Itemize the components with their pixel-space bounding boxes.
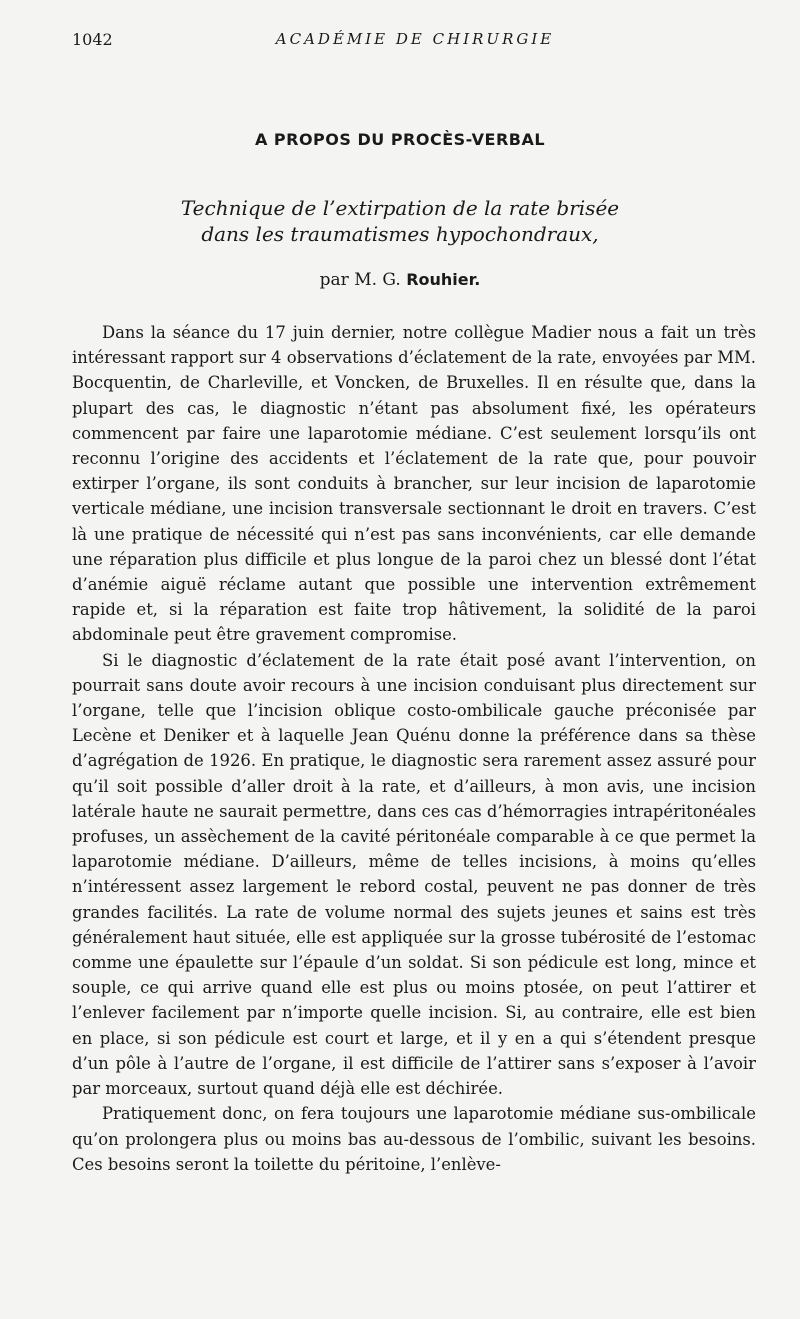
article-body bbox=[72, 320, 756, 1177]
running-header bbox=[72, 30, 758, 54]
paragraph: Dans la séance du 17 juin dernier, notre collègue Madier nous a fait un très intéressant rapport sur 4 observations d’éclatement de la rate, envoyées par MM. Bocquentin, de Charleville, et Voncken, de Bruxelles. Il en résulte que, dans la plupart des cas, le diagnostic n’étant pas absolument fixé, les opérateurs commencent par faire une laparotomie médiane. C’est seulement lorsqu’ils ont reconnu l’origine des accidents et l’éclatement de la rate que, pour pouvoir extirper l’organe, ils sont conduits à brancher, sur leur incision de laparotomie verticale médiane, une incision transversale sectionnant le droit en travers. C’est là une pratique de nécessité qui n’est pas sans inconvénients, car elle demande une réparation plus difficile et plus longue de la paroi chez un blessé dont l’état d’anémie aiguë réclame autant que possible une intervention extrêmement rapide et, si la réparation est faite trop hâtivement, la solidité de la paroi abdominale peut être gravement compromise. bbox=[72, 323, 756, 645]
byline-prefix: par M. G. bbox=[319, 270, 407, 290]
article-title bbox=[0, 195, 800, 247]
paragraph: Si le diagnostic d’éclatement de la rate était posé avant l’intervention, on pourrait sans doute avoir recours à une incision conduisant plus directement sur l’organe, telle que l’incision oblique costo-ombilicale gauche préconisée par Lecène et Deniker et à laquelle Jean Quénu donne la préférence dans sa thèse d’agrégation de 1926. En pratique, le diagnostic sera rarement assez assuré pour qu’il soit possible d’aller droit à la rate, et d’ailleurs, à mon avis, une incision latérale haute ne saurait permettre, dans ces cas d’hémorragies intrapéritonéales profuses, un assèchement de la cavité péritonéale comparable à ce que permet la laparotomie médiane. D’ailleurs, même de telles incisions, à moins qu’elles n’intéressent assez largement le rebord costal, peuvent ne pas donner de très grandes facilités. La rate de volume normal des sujets jeunes et sains est très généralement haut située, elle est appliquée sur la grosse tubérosité de l’estomac comme une épaulette sur l’épaule d’un soldat. Si son pédicule est long, mince et souple, ce qui arrive quand elle est plus ou moins ptosée, on peut l’attirer et l’enlever facilement par n’importe quelle incision. Si, au contraire, elle est bien en place, si son pédicule est court et large, et il y en a qui s’étendent presque d’un pôle à l’autre de l’organe, il est difficile de l’attirer sans s’exposer à l’avoir par morceaux, surtout quand déjà elle est déchirée. bbox=[72, 650, 756, 1099]
section-heading: A PROPOS DU PROCÈS-VERBAL bbox=[254, 130, 546, 149]
article-title-line-2: dans les traumatismes hypochondraux, bbox=[201, 222, 599, 246]
article-title-line-1: Technique de l’extirpation de la rate brisée bbox=[180, 196, 620, 220]
paragraph: Pratiquement donc, on fera toujours une laparotomie médiane sus-ombilicale qu’on prolongera plus ou moins bas au-dessous de l’ombilic, suivant les besoins. Ces besoins seront la toilette du péritoine, l’enlève- bbox=[72, 1104, 756, 1174]
page-number: 1042 bbox=[72, 30, 113, 49]
author-name: Rouhier. bbox=[406, 270, 481, 289]
byline bbox=[0, 270, 800, 290]
journal-title: ACADÉMIE DE CHIRURGIE bbox=[275, 30, 555, 48]
